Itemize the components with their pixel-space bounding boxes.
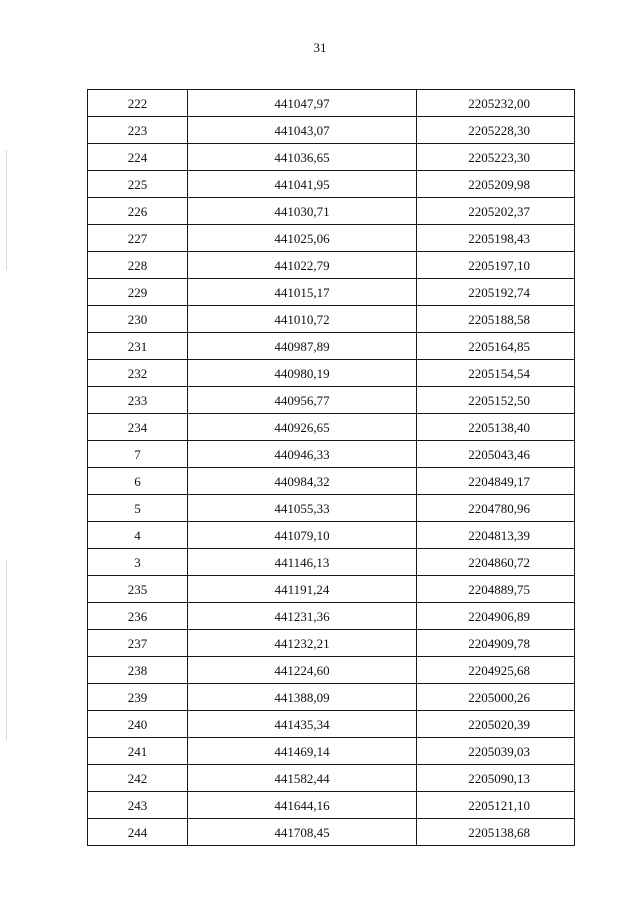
table-row: [88, 495, 575, 522]
x-coordinate-cell: 441708,45: [188, 819, 417, 846]
y-coordinate-cell: 2205138,40: [417, 414, 575, 441]
x-coordinate-cell: 441015,17: [188, 279, 417, 306]
point-number-cell: 4: [88, 522, 188, 549]
x-coordinate-cell: 441191,24: [188, 576, 417, 603]
point-number-cell: 5: [88, 495, 188, 522]
y-coordinate-cell: 2205188,58: [417, 306, 575, 333]
x-coordinate-cell: 441469,14: [188, 738, 417, 765]
table-row: [88, 306, 575, 333]
y-coordinate-cell: 2205138,68: [417, 819, 575, 846]
y-coordinate-cell: 2204780,96: [417, 495, 575, 522]
table-row: [88, 711, 575, 738]
point-number-cell: 222: [88, 90, 188, 117]
x-coordinate-cell: 441010,72: [188, 306, 417, 333]
coordinates-table: [87, 89, 575, 846]
x-coordinate-cell: 441231,36: [188, 603, 417, 630]
point-number-cell: 6: [88, 468, 188, 495]
table-row: [88, 630, 575, 657]
y-coordinate-cell: 2205228,30: [417, 117, 575, 144]
table-row: [88, 684, 575, 711]
table-row: [88, 414, 575, 441]
table-row: [88, 738, 575, 765]
x-coordinate-cell: 441224,60: [188, 657, 417, 684]
x-coordinate-cell: 441388,09: [188, 684, 417, 711]
y-coordinate-cell: 2204860,72: [417, 549, 575, 576]
y-coordinate-cell: 2205197,10: [417, 252, 575, 279]
point-number-cell: 227: [88, 225, 188, 252]
point-number-cell: 232: [88, 360, 188, 387]
scan-edge-mark: [6, 560, 7, 740]
table-row: [88, 576, 575, 603]
y-coordinate-cell: 2205039,03: [417, 738, 575, 765]
table-row: [88, 603, 575, 630]
x-coordinate-cell: 441582,44: [188, 765, 417, 792]
table-row: [88, 171, 575, 198]
point-number-cell: 224: [88, 144, 188, 171]
x-coordinate-cell: 441030,71: [188, 198, 417, 225]
y-coordinate-cell: 2205202,37: [417, 198, 575, 225]
table-row: [88, 522, 575, 549]
point-number-cell: 229: [88, 279, 188, 306]
x-coordinate-cell: 441025,06: [188, 225, 417, 252]
x-coordinate-cell: 441232,21: [188, 630, 417, 657]
point-number-cell: 241: [88, 738, 188, 765]
y-coordinate-cell: 2205192,74: [417, 279, 575, 306]
y-coordinate-cell: 2204849,17: [417, 468, 575, 495]
table-row: [88, 765, 575, 792]
y-coordinate-cell: 2205209,98: [417, 171, 575, 198]
point-number-cell: 244: [88, 819, 188, 846]
x-coordinate-cell: 440946,33: [188, 441, 417, 468]
page-number: 31: [313, 40, 327, 55]
y-coordinate-cell: 2205020,39: [417, 711, 575, 738]
x-coordinate-cell: 440956,77: [188, 387, 417, 414]
x-coordinate-cell: 441022,79: [188, 252, 417, 279]
table-row: [88, 549, 575, 576]
table-row: [88, 360, 575, 387]
y-coordinate-cell: 2204909,78: [417, 630, 575, 657]
table-row: [88, 468, 575, 495]
x-coordinate-cell: 441644,16: [188, 792, 417, 819]
table-row: [88, 387, 575, 414]
x-coordinate-cell: 440987,89: [188, 333, 417, 360]
table-row: [88, 117, 575, 144]
y-coordinate-cell: 2204889,75: [417, 576, 575, 603]
table-row: [88, 333, 575, 360]
x-coordinate-cell: 441055,33: [188, 495, 417, 522]
table-row: [88, 819, 575, 846]
x-coordinate-cell: 441435,34: [188, 711, 417, 738]
table-row: [88, 225, 575, 252]
point-number-cell: 239: [88, 684, 188, 711]
y-coordinate-cell: 2205198,43: [417, 225, 575, 252]
point-number-cell: 235: [88, 576, 188, 603]
point-number-cell: 233: [88, 387, 188, 414]
point-number-cell: 3: [88, 549, 188, 576]
point-number-cell: 234: [88, 414, 188, 441]
y-coordinate-cell: 2204925,68: [417, 657, 575, 684]
y-coordinate-cell: 2205121,10: [417, 792, 575, 819]
point-number-cell: 228: [88, 252, 188, 279]
x-coordinate-cell: 441047,97: [188, 90, 417, 117]
point-number-cell: 223: [88, 117, 188, 144]
x-coordinate-cell: 440984,32: [188, 468, 417, 495]
table-row: [88, 198, 575, 225]
x-coordinate-cell: 441036,65: [188, 144, 417, 171]
point-number-cell: 230: [88, 306, 188, 333]
x-coordinate-cell: 441146,13: [188, 549, 417, 576]
y-coordinate-cell: 2205223,30: [417, 144, 575, 171]
table-row: [88, 90, 575, 117]
table-row: [88, 792, 575, 819]
x-coordinate-cell: 441041,95: [188, 171, 417, 198]
x-coordinate-cell: 441043,07: [188, 117, 417, 144]
x-coordinate-cell: 440926,65: [188, 414, 417, 441]
y-coordinate-cell: 2205232,00: [417, 90, 575, 117]
point-number-cell: 231: [88, 333, 188, 360]
y-coordinate-cell: 2205152,50: [417, 387, 575, 414]
table-row: [88, 441, 575, 468]
point-number-cell: 225: [88, 171, 188, 198]
scan-edge-mark: [6, 150, 7, 270]
y-coordinate-cell: 2205154,54: [417, 360, 575, 387]
y-coordinate-cell: 2205043,46: [417, 441, 575, 468]
table-row: [88, 144, 575, 171]
table-row: [88, 657, 575, 684]
y-coordinate-cell: 2205000,26: [417, 684, 575, 711]
point-number-cell: 243: [88, 792, 188, 819]
point-number-cell: 236: [88, 603, 188, 630]
y-coordinate-cell: 2205090,13: [417, 765, 575, 792]
point-number-cell: 238: [88, 657, 188, 684]
table-row: [88, 279, 575, 306]
point-number-cell: 242: [88, 765, 188, 792]
coordinates-table-body: [88, 90, 575, 846]
point-number-cell: 237: [88, 630, 188, 657]
point-number-cell: 226: [88, 198, 188, 225]
point-number-cell: 7: [88, 441, 188, 468]
x-coordinate-cell: 440980,19: [188, 360, 417, 387]
y-coordinate-cell: 2204813,39: [417, 522, 575, 549]
x-coordinate-cell: 441079,10: [188, 522, 417, 549]
y-coordinate-cell: 2204906,89: [417, 603, 575, 630]
y-coordinate-cell: 2205164,85: [417, 333, 575, 360]
point-number-cell: 240: [88, 711, 188, 738]
table-row: [88, 252, 575, 279]
